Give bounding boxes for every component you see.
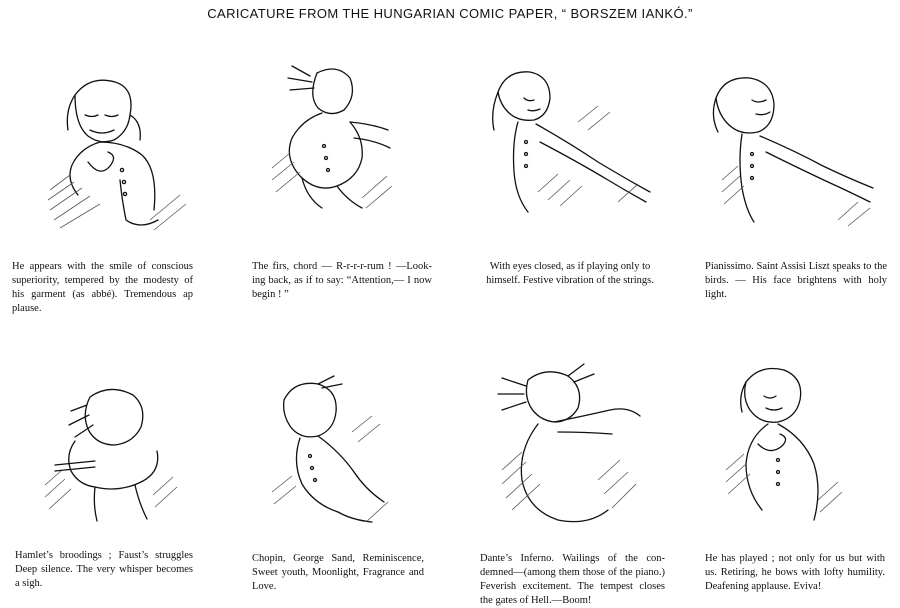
caption-1: He appears with the smile of conscious superiority, tempered by the modesty of his garment (as abbé). Tremendous ap plause. — [12, 261, 193, 314]
figure-appears-smiling — [30, 70, 200, 240]
caricature-illustration-8 — [718, 360, 848, 530]
caption-7: Dante’s Inferno. Wailings of the con- demned—(among them those of the piano.) Feverish excitement. The tempest closes the gates of Hell.—Boom! — [480, 553, 665, 606]
caption-2: The firs, chord — R-r-r-r-rum ! —Look- ing back, as if to say: “Attention,— I now begin ! ” — [252, 261, 432, 300]
caption-5: Hamlet’s broodings ; Faust’s struggles Deep silence. The very whisper becomes a sigh. — [15, 550, 193, 589]
caption-3: With eyes closed, as if playing only to himself. Festive vibration of the strings. — [486, 261, 654, 286]
caricature-illustration-1 — [30, 70, 200, 240]
figure-first-chord — [262, 58, 397, 218]
caricature-illustration-2 — [262, 58, 397, 218]
caption-6: Chopin, George Sand, Reminiscence, Sweet youth, Moonlight, Fragrance and Love. — [252, 553, 424, 592]
page-title: CARICATURE FROM THE HUNGARIAN COMIC PAPER, “ BORSZEM IANKÓ.” — [207, 6, 693, 21]
caption-8: He has played ; not only for us but with us. Retiring, he bows with lofty humility. Deafening applause. Eviva! — [705, 553, 885, 592]
figure-eyes-closed — [478, 62, 663, 222]
caricature-illustration-4 — [708, 70, 893, 235]
caricature-illustration-3 — [478, 62, 663, 222]
caption-4: Pianissimo. Saint Assisi Liszt speaks to the birds. — His face brightens with holy light. — [705, 261, 887, 300]
caricature-illustration-6 — [262, 372, 402, 532]
figure-chopin-reminiscence — [262, 372, 402, 532]
figure-pianissimo — [708, 70, 893, 235]
figure-hamlet-broodings — [35, 375, 185, 525]
caricature-illustration-7 — [488, 360, 648, 530]
figure-bowing — [718, 360, 848, 530]
caricature-illustration-5 — [35, 375, 185, 525]
figure-dantes-inferno — [488, 360, 648, 530]
